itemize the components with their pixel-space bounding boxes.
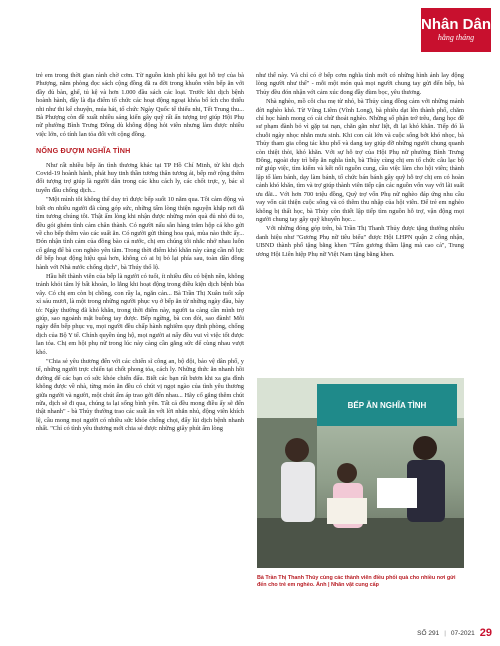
paragraph: trẻ em trong thời gian rảnh chờ cơm. Từ nguồn kinh phí kêu gọi hỗ trợ của bà Phượng, năm phòng đọc sách cộng đồng đã ra đời trong khuôn viên bếp ăn với đầy đủ bàn, ghế, tủ kệ và hơn 1.000 đầu sách các loại. Trước khi dịch bệnh hoành hành, đây là địa điểm tổ chức các hoạt động ngoại khóa bổ ích cho thiếu nhi như thi kể chuyện, múa hát, tổ chức Ngày Quốc tế thiếu nhi, Tết Trung thu... Bà Phượng còn đề xuất nhiều sáng kiến gây quỹ rất ấn tượng trợ giúp Hội Phụ nữ phường Bình Trưng Đông dù không động hỏi viên nhưng làm được nhiều việc lớn, có tính lan tỏa đối với cộng đồng. <box>36 72 244 138</box>
paragraph: "Chia sẻ yêu thương đến với các chiến sĩ công an, bộ đội, bảo vệ dân phố, y tế, những người trực chiến tại chốt phong tỏa, cách ly. Những thức ăn nhanh hồi đường để các bạn có sức khỏe chiến đấu. Biết các bạn rất bươn khi xa gia đình không được về nhà, từng món ăn đều có chút vị ngọt ngào của tình yêu thương giữa người và người, một chút ấm áp trao gởi đến nhau... Hãy cố gắng thêm chút nữa, dịch sẽ đi qua, chúng ta lại sống bình yên. Tất cả đều mong điều ấy sẽ đến thật nhanh" - bà Thủy thường trao các suất ăn với lời nhắn nhủ, động viên khích lệ, cầu mong mọi người có nhiều sức khỏe chống chọi, đẩy lùi dịch bệnh nhanh nhất. "Chỉ có tình yêu thương mới chia sẻ được những giây phút ấm lòng <box>36 358 244 433</box>
paragraph: như thế này. Và chỉ có ở bếp cơm nghĩa tình mới có những hình ảnh lay động lòng người như thế" - mỗi một món quà mọi người chung tay gửi đến bếp, bà Thủy đều đón nhận với cảm xúc đong đầy đùm bọc, yêu thương. <box>256 72 464 96</box>
issue-date: 07-2021 <box>450 629 475 637</box>
footer-separator: | <box>444 629 446 637</box>
photo-caption: Bà Trần Thị Thanh Thủy cùng các thành viên điều phối quà cho nhiều nơi gửi đến cho trẻ em nghèo. Ảnh | Nhân vật cung cấp <box>257 575 456 588</box>
photo-illustration <box>257 378 464 568</box>
paragraph: Nhà nghèo, mồ côi cha mẹ từ nhỏ, bà Thủy càng đồng cảm với những mảnh đời nghèo khó. Từ Vũng Liêm (Vĩnh Long), bà phiêu dạt lên thành phố, chăm chỉ học hành mong có cái chữ thoát nghèo. Những số phận trớ trêu, đang học đề sư phạm đành bỏ vì gặp tai nạn, chăn gãn như liệt, đi lại khó khăn. Tiếp đó là chuỗi ngày nhọc nhằn mưu sinh. Khi con cái lớn và cuộc sống bớt khó nhọc, bà Thủy tham gia công tác khu phố và dang tay giúp đỡ những người chung quanh còn thiệt thòi, khó khăn. Với sự hỗ trợ của Hội Phụ nữ phường Bình Trưng Đông, ngoài duy trì bếp ăn nghĩa tình, bà Thủy cùng chị em tổ chức câu lạc bộ nữ giúp việc, tìm kiếm và kết nối nguồn cung, cầu việc làm cho hội viên; thành lập tổ làm bánh, dạy làm bánh, tổ chức bán bánh gây quỹ hỗ trợ chị em có hoàn cảnh khó khăn, tìm và trợ giúp thành viên tiếp cận các nguồn vốn vay với lãi suất ưu đãi... Với hơn 700 triệu đồng, Quỹ trợ vốn Phụ nữ nghèo đáp ứng nhu cầu vay vốn cải thiện cuộc sống và có thêm thu nhập của hội viên. Để trẻ em nghèo không bị thất học, bà Thủy còn thiết lập tiếp tìm nguồn hỗ trợ, vận động mọi người chung tay gây quỹ khuyến học... <box>256 98 465 223</box>
article-column-left <box>36 72 244 435</box>
page-footer <box>380 626 492 640</box>
paragraph: "Một mình tôi không thể duy trì được bếp suốt 10 năm qua. Tôi cảm động và biết ơn nhiều người đã cùng góp sức, những tấm lòng thiện nguyện khắp nơi đã tìm tương chúng tôi. Thật ấm lòng khi nhận được những món quà đủ nhỏ đủ to, đều gói ghém tình cảm chân thành. Có người nấu sẵn hàng trăm hộp cá kho gửi về cho bếp thêm vào các suất ăn. Có người gửi thùng hoa quả, mùa nào thức ấy... Đón nhận tình cảm của đồng bào cả nước, chị em chúng tôi nhắc nhở nhau luôn cố gắng để bà con nghèo yên tâm. Trong thời điểm khó khăn này càng cần nỗ lực để bếp hoạt động hiệu quả hơn, không có ai bị bỏ lại phía sau, toàn dân đồng hành với Nhà nước chống dịch", bà Thúy thổ lộ. <box>36 196 244 271</box>
issue-number: SỐ 291 <box>417 629 440 637</box>
logo-subtitle: hằng tháng <box>437 33 475 42</box>
paragraph: Hầu hết thành viên của bếp là người có tuổi, ít nhiều đều có bệnh nền, không tránh khỏi tâm lý bất khoản, lo lắng khi hoạt động trong điều kiện dịch bệnh bùa vây. Có chị em còn bị chồng, con rầy la, ngăn cản... Bà Trần Thị Xuân tuổi xấp xỉ sáu mươi, là một trong những người phục vụ ở bếp ăn từ những ngày đầu, bày tỏ: Ngày thường đã khó khăn, trong thời điểm này, người ta càng cần mình trợ giúp, sao ngoảnh mặt buông tay được. Bếp ngừng, bà con đói, sao đành! Mỗi ngày đến bếp phục vụ, mọi người đều chấp hành nghiêm quy định phòng, chống dịch của Bộ Y tế. Chính quyền ủng hộ, mọi người ai nấy đều vui vì việc tốt được lan tỏa. Chị em hội phụ nữ trong lúc này càng cần gắng sức để cùng nhau vượt khó. <box>36 272 244 356</box>
article-photo <box>257 378 464 568</box>
paragraph: Như rất nhiều bếp ăn tình thương khác tại TP Hồ Chí Minh, từ khi dịch Covid-19 hoành hành, phát huy tinh thần tương thân tương ái, bếp mở rộng thêm đối tượng trợ giúp là người dân trong các khu cách ly, các chốt trực, y, bác sĩ tuyến đầu chống dịch... <box>36 161 244 194</box>
paragraph: Với những đóng góp trên, bà Trần Thị Thanh Thủy được tặng thưởng nhiều danh hiệu như "Gương Phụ nữ tiêu biểu" được Hội LHPN quận 2 công nhận, UBND thành phố tặng bằng khen "Tấm gương thầm lặng mà cao cả", Trung ương Hội Liên hiệp Phụ nữ Việt Nam tặng bằng khen. <box>256 225 464 258</box>
article-column-right <box>256 72 464 260</box>
logo-title: Nhân Dân <box>421 16 492 33</box>
banner-text: BẾP ĂN NGHĨA TÌNH <box>347 401 427 410</box>
section-subheading: NỐNG ĐƯỢM NGHĨA TÌNH <box>36 146 131 156</box>
page-number: 29 <box>479 627 492 639</box>
magazine-logo <box>421 8 491 52</box>
